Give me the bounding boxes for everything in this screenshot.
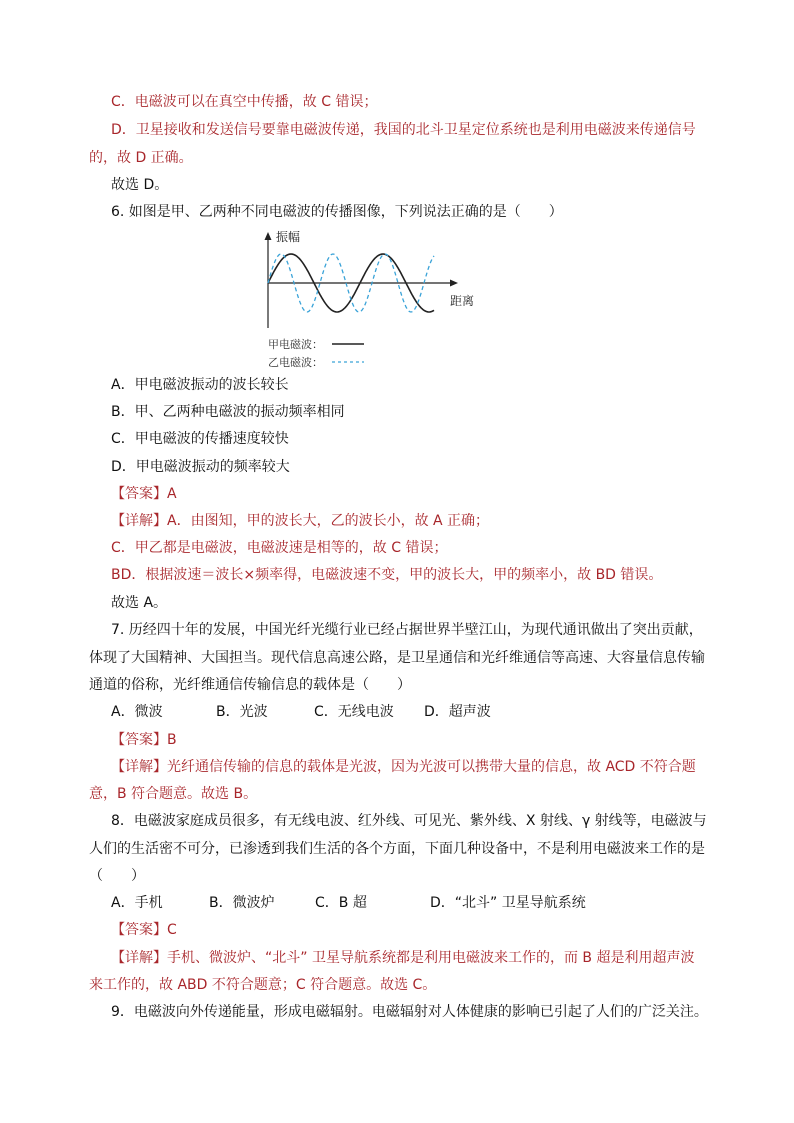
wave-figure xyxy=(256,228,486,373)
q6-final-answer: 故选 A。 xyxy=(111,595,168,611)
q8-answer-tag: 【答案】 xyxy=(111,922,167,938)
q8-option-d: D．“北斗” 卫星导航系统 xyxy=(430,895,586,911)
q8-answer-line xyxy=(111,920,177,940)
q6-detail-line2: C．甲乙都是电磁波，电磁波速是相等的，故 C 错误； xyxy=(111,540,448,556)
y-axis-arrow xyxy=(265,232,272,240)
q6-option-a: A．甲电磁波振动的波长较长 xyxy=(111,377,289,393)
q5-option-d-explanation-line1: D．卫星接收和发送信号要靠电磁波传递，我国的北斗卫星定位系统也是利用电磁波来传递信号 xyxy=(111,122,696,138)
q7-answer-value: B xyxy=(167,732,177,748)
q7-detail-line2: 意，B 符合题意。故选 B。 xyxy=(89,786,258,802)
q8-option-c: C．B 超 xyxy=(315,895,367,911)
q9-stem-line1: 9．电磁波向外传递能量，形成电磁辐射。电磁辐射对人体健康的影响已引起了人们的广泛关注。 xyxy=(111,1004,708,1020)
q5-final-answer: 故选 D。 xyxy=(111,177,169,193)
q6-answer-line xyxy=(111,484,177,504)
q6-detail-tag: 【详解】 xyxy=(111,513,167,529)
q7-stem-line3: 通道的俗称，光纤维通信传输信息的载体是（ ） xyxy=(89,677,411,693)
q8-stem-line1: 8．电磁波家庭成员很多，有无线电波、红外线、可见光、紫外线、X 射线、γ 射线等，电磁波与 xyxy=(111,813,707,829)
q7-answer-tag: 【答案】 xyxy=(111,732,167,748)
q5-option-c-explanation: C．电磁波可以在真空中传播，故 C 错误； xyxy=(111,94,378,110)
q8-detail-line2: 来工作的，故 ABD 不符合题意；C 符合题意。故选 C。 xyxy=(89,977,437,993)
q7-detail-tag: 【详解】 xyxy=(111,759,167,775)
q8-stem-line3: （ ） xyxy=(89,868,145,884)
q6-answer-value: A xyxy=(167,486,177,502)
q5-option-d-explanation-line2: 的，故 D 正确。 xyxy=(89,150,193,166)
y-axis-label: 振幅 xyxy=(276,230,301,244)
q6-detail-line1 xyxy=(111,511,489,531)
q8-detail-tag: 【详解】 xyxy=(111,950,167,966)
q6-detail-line3: BD．根据波速＝波长×频率得，电磁波速不变，甲的波长大，甲的频率小，故 BD 错误。 xyxy=(111,567,663,583)
q8-option-b: B．微波炉 xyxy=(209,895,275,911)
q6-answer-tag: 【答案】 xyxy=(111,486,167,502)
q8-answer-value: C xyxy=(167,922,177,938)
legend-yi-label: 乙电磁波： xyxy=(268,356,323,369)
q7-option-c: C．无线电波 xyxy=(314,704,394,720)
q7-detail-text1: 光纤通信传输的信息的载体是光波，因为光波可以携带大量的信息，故 ACD 不符合题 xyxy=(167,759,696,775)
q8-option-a: A．手机 xyxy=(111,895,163,911)
q8-detail-line1 xyxy=(111,948,694,968)
legend-jia-label: 甲电磁波： xyxy=(268,338,323,351)
q8-options xyxy=(111,893,586,913)
q7-answer-line xyxy=(111,730,177,750)
q6-option-b: B．甲、乙两种电磁波的振动频率相同 xyxy=(111,404,345,420)
q8-stem-line2: 人们的生活密不可分，已渗透到我们生活的各个方面，下面几种设备中，不是利用电磁波来工作的是 xyxy=(89,841,705,857)
q7-option-a: A．微波 xyxy=(111,704,163,720)
q6-stem: 6. 如图是甲、乙两种不同电磁波的传播图像，下列说法正确的是（ ） xyxy=(111,204,563,220)
x-axis-label: 距离 xyxy=(450,294,475,308)
q8-detail-text1: 手机、微波炉、“北斗” 卫星导航系统都是利用电磁波来工作的，而 B 超是利用超声波 xyxy=(167,950,695,966)
q6-detail-text1: A．由图知，甲的波长大，乙的波长小，故 A 正确； xyxy=(167,513,490,529)
q6-option-c: C．甲电磁波的传播速度较快 xyxy=(111,431,289,447)
q7-option-d: D．超声波 xyxy=(424,704,491,720)
q7-detail-line1 xyxy=(111,757,696,777)
q7-options xyxy=(111,702,491,722)
x-axis-arrow xyxy=(450,280,458,287)
q6-option-d: D．甲电磁波振动的频率较大 xyxy=(111,459,290,475)
q7-stem-line2: 体现了大国精神、大国担当。现代信息高速公路，是卫星通信和光纤维通信等高速、大容量信息传输 xyxy=(89,650,705,666)
q7-stem-line1: 7. 历经四十年的发展，中国光纤光缆行业已经占据世界半壁江山，为现代通讯做出了突出贡献， xyxy=(111,622,703,638)
q7-option-b: B．光波 xyxy=(216,704,268,720)
